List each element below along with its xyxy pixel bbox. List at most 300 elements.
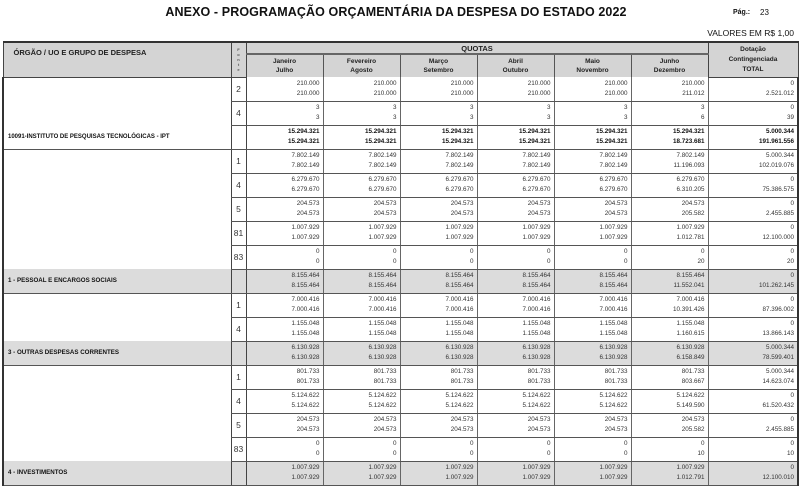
value-first-half: 8.155.464 — [522, 272, 551, 279]
value-first-half: 204.573 — [604, 200, 628, 207]
cell-quota — [246, 437, 323, 461]
cell-quota — [400, 389, 477, 413]
cell-total — [708, 77, 798, 101]
value-first-half: 5.124.622 — [445, 392, 474, 399]
value-second-half: 1.155.048 — [445, 330, 474, 337]
value-second-half: 1.012.791 — [676, 474, 705, 481]
value-first-half: 0 — [790, 176, 794, 183]
cell-quota — [631, 293, 708, 317]
value-second-half: 2.455.885 — [765, 210, 794, 217]
cell-quota — [554, 461, 631, 485]
value-second-half: 0 — [623, 258, 628, 265]
table-row-bold — [3, 125, 798, 149]
value-second-half: 10.391.426 — [672, 306, 705, 313]
value-first-half: 5.124.622 — [522, 392, 551, 399]
value-second-half: 1.007.929 — [291, 234, 320, 241]
month-label: Outubro — [502, 67, 529, 74]
cell-quota — [554, 413, 631, 437]
table-row-fonte — [3, 293, 798, 317]
page-label: Pág.: — [733, 9, 751, 16]
header-orgao: ÓRGÃO / UO E GRUPO DE DESPESA — [3, 42, 231, 77]
month-label: Agosto — [350, 67, 373, 74]
cell-total — [708, 173, 798, 197]
value-second-half: 15.294.321 — [287, 138, 320, 145]
value-second-half: 2.521.012 — [765, 90, 794, 97]
cell-quota — [323, 173, 400, 197]
cell-quota — [554, 221, 631, 245]
cell-quota — [477, 293, 554, 317]
value-second-half: 8.155.464 — [291, 282, 320, 289]
value-second-half: 3 — [315, 114, 320, 121]
cell-quota — [400, 413, 477, 437]
row-label — [3, 437, 231, 461]
cell-quota — [323, 437, 400, 461]
cell-quota — [631, 317, 708, 341]
row-label — [3, 317, 231, 341]
header-total-line3: TOTAL — [742, 65, 764, 73]
cell-quota — [554, 365, 631, 389]
value-second-half: 1.155.048 — [599, 330, 628, 337]
cell-quota — [323, 317, 400, 341]
month-label: Maio — [585, 58, 600, 65]
cell-quota — [246, 389, 323, 413]
value-first-half: 204.573 — [373, 416, 397, 423]
cell-quota — [477, 77, 554, 101]
value-second-half: 20 — [697, 258, 705, 265]
value-first-half: 7.802.149 — [445, 152, 474, 159]
value-first-half: 210.000 — [604, 79, 628, 87]
value-second-half: 210.000 — [604, 89, 628, 97]
cell-quota — [554, 317, 631, 341]
header-total — [708, 42, 798, 77]
row-label: 4 - INVESTIMENTOS — [3, 461, 231, 485]
value-first-half: 6.130.928 — [291, 344, 320, 351]
cell-quota — [400, 365, 477, 389]
value-second-half: 7.802.149 — [291, 162, 320, 169]
table-row-fonte — [3, 77, 798, 101]
value-second-half: 3 — [546, 114, 551, 121]
cell-quota — [631, 341, 708, 365]
value-first-half: 8.155.464 — [368, 272, 397, 279]
cell-quota — [477, 245, 554, 269]
value-second-half: 1.155.048 — [368, 330, 397, 337]
month-label: Janeiro — [272, 58, 297, 65]
value-first-half: 204.573 — [450, 200, 474, 207]
row-fonte: 1 — [231, 365, 246, 389]
cell-total — [708, 125, 798, 149]
month-label: Fevereiro — [346, 58, 377, 65]
cell-total — [708, 341, 798, 365]
row-label — [3, 149, 231, 173]
month-label: Abril — [508, 58, 523, 65]
cell-quota — [477, 365, 554, 389]
value-first-half: 0 — [790, 272, 794, 279]
value-first-half: 1.155.048 — [291, 320, 320, 327]
value-first-half: 7.802.149 — [522, 152, 551, 159]
cell-total — [708, 269, 798, 293]
value-first-half: 5.124.622 — [676, 392, 705, 399]
cell-quota — [246, 173, 323, 197]
page-number: 23 — [760, 8, 769, 17]
value-second-half: 0 — [469, 258, 474, 265]
value-first-half: 3 — [700, 104, 705, 111]
value-second-half: 5.124.622 — [599, 402, 628, 409]
cell-quota — [323, 101, 400, 125]
table-row-fonte — [3, 197, 798, 221]
value-first-half: 204.573 — [681, 416, 705, 423]
value-second-half: 11.196.093 — [673, 162, 705, 169]
cell-quota — [631, 77, 708, 101]
value-second-half: 1.007.929 — [599, 234, 628, 241]
row-label — [3, 77, 231, 101]
value-second-half: 7.000.416 — [368, 306, 397, 313]
value-first-half: 1.007.929 — [291, 464, 320, 471]
value-first-half: 1.007.929 — [676, 464, 705, 471]
value-second-half: 7.000.416 — [291, 306, 320, 313]
table-row-fonte — [3, 245, 798, 269]
value-first-half: 0 — [790, 200, 794, 207]
value-first-half: 801.733 — [681, 368, 705, 375]
value-second-half: 10 — [786, 450, 794, 457]
cell-quota — [400, 341, 477, 365]
value-first-half: 0 — [790, 296, 794, 303]
value-first-half: 204.573 — [373, 200, 397, 207]
header-month-0 — [246, 54, 323, 77]
value-first-half: 0 — [392, 440, 397, 447]
cell-total — [708, 389, 798, 413]
title-text: ANEXO - PROGRAMAÇÃO ORÇAMENTÁRIA DA DESPESA DO ESTADO 2022 — [165, 5, 627, 19]
cell-total — [708, 437, 798, 461]
value-first-half: 0 — [700, 440, 705, 447]
cell-quota — [477, 413, 554, 437]
row-label — [3, 389, 231, 413]
value-second-half: 801.733 — [527, 378, 551, 385]
value-second-half: 13.866.143 — [762, 330, 794, 337]
row-fonte: 4 — [231, 101, 246, 125]
row-fonte: 5 — [231, 197, 246, 221]
value-first-half: 7.000.416 — [291, 296, 320, 303]
value-second-half: 8.155.464 — [368, 282, 397, 289]
row-fonte: 2 — [231, 77, 246, 101]
value-second-half: 102.019.076 — [758, 162, 794, 169]
value-first-half: 5.124.622 — [368, 392, 397, 399]
cell-total — [708, 101, 798, 125]
row-fonte: 4 — [231, 173, 246, 197]
month-label: Julho — [275, 67, 294, 74]
header-fonte: F o n t e — [231, 42, 246, 77]
cell-quota — [323, 245, 400, 269]
value-first-half: 210.000 — [527, 79, 551, 87]
month-label: Dezembro — [653, 67, 686, 74]
cell-quota — [631, 125, 708, 149]
value-first-half: 204.573 — [527, 200, 551, 207]
cell-quota — [400, 221, 477, 245]
value-second-half: 5.149.590 — [676, 402, 705, 409]
row-label — [3, 365, 231, 389]
value-second-half: 101.262.145 — [758, 282, 794, 289]
value-first-half: 7.000.416 — [522, 296, 551, 303]
value-first-half: 8.155.464 — [445, 272, 474, 279]
value-second-half: 15.294.321 — [518, 138, 551, 145]
row-fonte: 4 — [231, 389, 246, 413]
month-label: Setembro — [423, 67, 454, 74]
value-first-half: 1.155.048 — [445, 320, 474, 327]
value-second-half: 7.000.416 — [522, 306, 551, 313]
table-row-fonte — [3, 365, 798, 389]
month-label: Novembro — [576, 67, 609, 74]
value-first-half: 6.279.670 — [291, 176, 320, 183]
cell-quota — [631, 197, 708, 221]
value-first-half: 5.000.344 — [765, 368, 794, 375]
cell-quota — [554, 101, 631, 125]
cell-total — [708, 221, 798, 245]
cell-quota — [477, 197, 554, 221]
cell-quota — [246, 221, 323, 245]
cell-quota — [631, 389, 708, 413]
cell-quota — [323, 341, 400, 365]
cell-quota — [554, 437, 631, 461]
row-fonte — [231, 461, 246, 485]
value-second-half: 11.552.041 — [673, 282, 705, 289]
cell-quota — [631, 437, 708, 461]
value-second-half: 8.155.464 — [599, 282, 628, 289]
cell-quota — [631, 245, 708, 269]
value-first-half: 0 — [790, 224, 794, 231]
cell-quota — [400, 245, 477, 269]
value-second-half: 2.455.885 — [765, 426, 794, 433]
value-second-half: 801.733 — [604, 378, 628, 385]
value-second-half: 1.007.929 — [445, 234, 474, 241]
cell-quota — [323, 365, 400, 389]
value-first-half: 1.007.929 — [522, 464, 551, 471]
value-first-half: 1.007.929 — [368, 224, 397, 231]
value-second-half: 6.279.670 — [291, 186, 320, 193]
value-second-half: 7.802.149 — [522, 162, 551, 169]
value-first-half: 0 — [790, 248, 794, 255]
cell-total — [708, 197, 798, 221]
cell-total — [708, 317, 798, 341]
cell-quota — [400, 77, 477, 101]
value-second-half: 801.733 — [450, 378, 474, 385]
value-first-half: 7.000.416 — [445, 296, 474, 303]
cell-quota — [323, 77, 400, 101]
cell-quota — [554, 269, 631, 293]
cell-quota — [246, 317, 323, 341]
value-second-half: 8.155.464 — [522, 282, 551, 289]
cell-quota — [554, 197, 631, 221]
value-first-half: 0 — [315, 440, 320, 447]
value-first-half: 204.573 — [296, 416, 320, 423]
value-second-half: 1.007.929 — [599, 474, 628, 481]
row-fonte: 83 — [231, 245, 246, 269]
value-first-half: 6.279.670 — [676, 176, 705, 183]
cell-quota — [477, 269, 554, 293]
value-second-half: 6.130.928 — [368, 354, 397, 361]
value-first-half: 801.733 — [450, 368, 474, 375]
value-second-half: 210.000 — [373, 89, 397, 97]
value-first-half: 1.007.929 — [368, 464, 397, 471]
value-first-half: 3 — [315, 104, 320, 111]
value-first-half: 1.007.929 — [445, 464, 474, 471]
value-second-half: 0 — [469, 450, 474, 457]
header-month-1 — [323, 54, 400, 77]
value-second-half: 7.000.416 — [599, 306, 628, 313]
cell-quota — [400, 461, 477, 485]
cell-total — [708, 149, 798, 173]
value-first-half: 1.155.048 — [599, 320, 628, 327]
value-first-half: 1.155.048 — [522, 320, 551, 327]
cell-quota — [323, 197, 400, 221]
value-second-half: 78.599.401 — [762, 354, 794, 361]
value-second-half: 7.000.416 — [445, 306, 474, 313]
cell-quota — [477, 437, 554, 461]
cell-quota — [246, 269, 323, 293]
cell-quota — [400, 269, 477, 293]
cell-quota — [400, 437, 477, 461]
value-second-half: 3 — [623, 114, 628, 121]
value-second-half: 204.573 — [450, 426, 474, 433]
value-second-half: 5.124.622 — [291, 402, 320, 409]
value-first-half: 1.155.048 — [368, 320, 397, 327]
value-second-half: 6.130.928 — [445, 354, 474, 361]
cell-quota — [246, 77, 323, 101]
value-first-half: 1.007.929 — [676, 224, 705, 231]
table-row-group — [3, 341, 798, 365]
value-first-half: 801.733 — [604, 368, 628, 375]
cell-quota — [400, 101, 477, 125]
cell-quota — [554, 149, 631, 173]
row-label: 1 - PESSOAL E ENCARGOS SOCIAIS — [3, 269, 231, 293]
value-first-half: 0 — [392, 248, 397, 255]
value-second-half: 1.155.048 — [291, 330, 320, 337]
cell-quota — [631, 269, 708, 293]
value-first-half: 7.000.416 — [599, 296, 628, 303]
value-first-half: 0 — [790, 104, 794, 111]
cell-total — [708, 245, 798, 269]
value-first-half: 5.000.344 — [765, 152, 794, 159]
row-label — [3, 173, 231, 197]
cell-quota — [323, 461, 400, 485]
value-second-half: 204.573 — [604, 210, 628, 217]
cell-quota — [631, 413, 708, 437]
row-label — [3, 245, 231, 269]
cell-quota — [246, 245, 323, 269]
header-month-3 — [477, 54, 554, 77]
cell-quota — [246, 365, 323, 389]
value-first-half: 0 — [700, 248, 705, 255]
value-second-half: 75.386.575 — [762, 186, 794, 193]
value-second-half: 1.160.615 — [676, 330, 705, 337]
value-second-half: 10 — [697, 450, 705, 457]
value-first-half: 0 — [790, 80, 794, 87]
value-second-half: 6.158.849 — [676, 354, 705, 361]
cell-quota — [554, 77, 631, 101]
value-first-half: 0 — [790, 416, 794, 423]
row-label — [3, 413, 231, 437]
cell-quota — [400, 293, 477, 317]
value-first-half: 7.802.149 — [676, 152, 705, 159]
table-row-fonte — [3, 149, 798, 173]
value-first-half: 0 — [469, 440, 474, 447]
value-first-half: 3 — [623, 104, 628, 111]
value-first-half: 7.802.149 — [291, 152, 320, 159]
value-second-half: 0 — [546, 258, 551, 265]
cell-quota — [477, 341, 554, 365]
cell-quota — [554, 389, 631, 413]
value-second-half: 6.279.670 — [522, 186, 551, 193]
value-second-half: 6.279.670 — [445, 186, 474, 193]
value-second-half: 0 — [315, 258, 320, 265]
table-body — [3, 77, 798, 485]
value-first-half: 0 — [546, 440, 551, 447]
value-second-half: 0 — [546, 450, 551, 457]
value-second-half: 210.000 — [296, 89, 320, 97]
value-second-half: 0 — [315, 450, 320, 457]
value-first-half: 6.279.670 — [445, 176, 474, 183]
value-first-half: 3 — [546, 104, 551, 111]
value-second-half: 1.012.781 — [676, 234, 705, 241]
cell-quota — [477, 173, 554, 197]
value-first-half: 15.294.321 — [518, 128, 551, 135]
value-first-half: 15.294.321 — [595, 128, 628, 135]
cell-quota — [323, 221, 400, 245]
value-second-half: 3 — [392, 114, 397, 121]
table-header — [3, 42, 798, 77]
value-second-half: 210.000 — [527, 89, 551, 97]
table-row-fonte — [3, 437, 798, 461]
value-first-half: 5.124.622 — [599, 392, 628, 399]
header-month-5 — [631, 54, 708, 77]
cell-quota — [323, 413, 400, 437]
cell-quota — [554, 173, 631, 197]
value-second-half: 204.573 — [373, 426, 397, 433]
value-second-half: 6.279.670 — [599, 186, 628, 193]
value-first-half: 5.000.344 — [765, 128, 794, 135]
header-month-2 — [400, 54, 477, 77]
row-fonte: 83 — [231, 437, 246, 461]
value-first-half: 3 — [469, 104, 474, 111]
value-first-half: 0 — [790, 464, 794, 471]
value-first-half: 5.124.622 — [291, 392, 320, 399]
cell-quota — [631, 461, 708, 485]
budget-table — [2, 41, 799, 486]
month-label: Junho — [659, 58, 680, 65]
cell-quota — [323, 125, 400, 149]
value-second-half: 0 — [392, 450, 397, 457]
cell-quota — [477, 101, 554, 125]
value-second-half: 6.130.928 — [291, 354, 320, 361]
value-second-half: 7.802.149 — [368, 162, 397, 169]
value-second-half: 6.310.205 — [676, 186, 705, 193]
row-fonte: 1 — [231, 149, 246, 173]
value-first-half: 6.130.928 — [522, 344, 551, 351]
value-first-half: 15.294.321 — [364, 128, 397, 135]
value-first-half: 6.130.928 — [368, 344, 397, 351]
cell-quota — [246, 413, 323, 437]
header-quotas: QUOTAS — [246, 42, 708, 54]
value-first-half: 15.294.321 — [672, 128, 705, 135]
cell-quota — [400, 317, 477, 341]
value-first-half: 0 — [546, 248, 551, 255]
value-second-half: 801.733 — [373, 378, 397, 385]
value-first-half: 1.007.929 — [599, 464, 628, 471]
cell-quota — [246, 197, 323, 221]
row-fonte: 1 — [231, 293, 246, 317]
value-second-half: 204.573 — [527, 210, 551, 217]
value-second-half: 211.012 — [682, 89, 705, 97]
cell-quota — [323, 149, 400, 173]
cell-quota — [477, 461, 554, 485]
